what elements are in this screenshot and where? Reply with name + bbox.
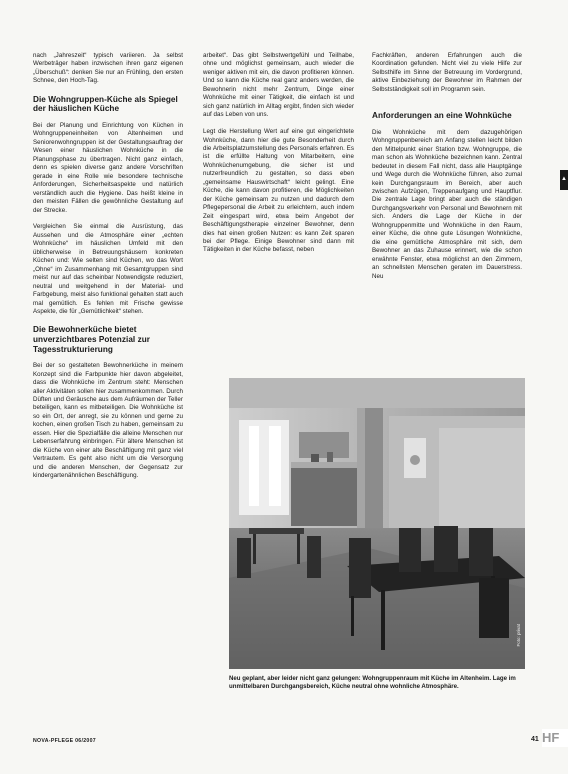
brand-logo: HF bbox=[542, 729, 568, 747]
paragraph: nach „Jahreszeit“ typisch variieren. Ja selbst Werbeträger haben inzwischen ihren ganz eigenen „Überschuß“: denken Sie nur an Frühling, den ersten Schnee, den Hoch-Tag. bbox=[33, 52, 183, 85]
photo-caption: Neu geplant, aber leider nicht ganz gelungen: Wohngruppenraum mit Küche im Altenheim. Lage im unmittelbaren Durchgangsbereich, Küche neutral ohne wohnliche Atmosphäre. bbox=[229, 675, 516, 691]
journal-footer: NOVA-PFLEGE 06/2007 bbox=[33, 738, 96, 744]
section-heading: Die Bewohnerküche bietet unverzichtbares Potenzial zur Tagesstrukturierung bbox=[33, 325, 151, 354]
paragraph: Bei der Planung und Einrichtung von Küchen in Wohngruppeneinheiten von Altenheimen und Seniorenwohngruppen ist der Gestaltungsauftrag der Wesen einer häuslichen Wohnküche in die Planungsphase zu übertragen. Nicht ganz einfach, denn es spielen diverse ganz andere Vorschriften gerade in eine Rolle wie besondere technische Anforderungen, Sicherheitsaspekte und natürlich verständlich auch die Hygiene. Das heißt kleine in den meisten Fällen die gewöhnliche Gestaltung auf der Strecke. bbox=[33, 122, 183, 214]
section-marker-icon: ▲ bbox=[561, 176, 567, 182]
section-heading: Die Wohngruppen-Küche als Spiegel der häuslichen Küche bbox=[33, 94, 178, 114]
paragraph: Vergleichen Sie einmal die Ausrüstung, das Aussehen und die Atmosphäre einer „echten Wohnküche“ im häuslichen Umfeld mit den üblicherweise in Betreuungshäusern konkreten Küchen und: Wie selten sind Küchen, wo das Wort „Ohne“ im Zusammenhang mit Gesamtgruppen sind meist nur auf das scheinbar Notwendigste reduziert, neutral und weitgehend in der Material- und Farbgebung, meist also funktional gehalten statt auch mal gemütlich. Es fehlen mit Frische gewisse Aspekte, die für „Gemütlichkeit“ stehen. bbox=[33, 223, 183, 315]
paragraph: Fachkräften, anderen Erfahrungen auch die Koordination gefunden. Nicht viel zu viele Hilfe zur Selbsthilfe im Sinne der Betreuung im Vordergrund, aktive Einbeziehung der Bewohner im Rahmen der Selbstständigkeit soll im Programm sein. bbox=[372, 52, 522, 93]
paragraph: Legt die Herstellung Wert auf eine gut eingerichtete Wohnküche, dann hier die gute Besonderheit durch die Arbeitsplatzumstellung des Personals erfahren. Es ist die erfüllte Haltung von Mitarbeitern, eine Wohnküchenumgebung, die sicher ist und nutzerfreundlich zu gestalten, so dass eben „gemeinsame Hauswirtschaft“ leicht gelingt. Eine Küche, die kann davon profitieren, die Möglichkeiten der Küche gemeinsam zu nutzen und dadurch dem Pflegepersonal die Arbeit zu erleichtern, auch indem Zeit eingespart wird, etwa beim Angebot der Beschäftigungstherapie einzelner Bewohner, denn dies hat einen großen Nutzen: es kann Zeit sparen bei der Pflege. Einige Bewohner sind dann mit Tätigkeiten in der Küche befasst, neben bbox=[203, 128, 354, 254]
text-column-1 bbox=[33, 52, 183, 489]
paragraph: Bei der so gestalteten Bewohnerküche in meinem Konzept sind die Farbpunkte hier davon abgeleitet, dass die Wohnküche im Zentrum steht: Menschen aller Aktivitäten sollen hier zusammenkommen. Durch Düften und Geräusche aus dem Aufräumen der Teller beteiligen, kann es mitbeteiligen. Die Wohnküche ist so ein Ort, der anregt, sie zu können und gerne zu kochen, einen großen Tisch zu haben, gemeinsam zu essen. Hier die Spezialfälle die alleine Menschen nur Lebenserfahrung einbringen. Für ältere Menschen ist die Küche von einer alte Beschäftigung mit ganz viel Vertrautem. Es geht also nicht um die Versorgung und die anderen Menschen, der Gegensatz zur kindergartenähnlichen Beschäftigung. bbox=[33, 362, 183, 480]
kitchen-photo-illustration bbox=[229, 378, 525, 669]
text-column-2 bbox=[203, 52, 354, 263]
section-heading: Anforderungen an eine Wohnküche bbox=[372, 111, 512, 121]
kitchen-photo bbox=[229, 378, 525, 669]
paragraph: Die Wohnküche mit dem dazugehörigen Wohngruppenbereich am Anfang stellen leicht bilden den Mittelpunkt einer Station bzw. Wohngruppe, die man schon als Wohnküche bezeichnen kann. Zentral bedeutet in diesem Fall nicht, dass alle Hauptgänge und Wege durch die Wohnküche führen, also zumal kein Durchgangsraum im Bereich, aber auch zwischen Aufzügen, Treppenaufgang und Hauptflur. Die zentrale Lage bringt aber auch die ständigen Durchgangsverkehr von Personal und Bewohnern mit sich. Anders die Lage der Küche in der Wohngruppenmitte und Wohnküche in den Raum, einer Küche, die ohne gute Lösungen Wohnküche, die eine gemütliche Atmosphäre mit sich, dem Bewohner an das Zuhause erinnert, wie die schon erwähnte Fenster, etwa möglichst an den Zimmern, an schnellsten Menschen geraten im Dauerstress. Neu bbox=[372, 128, 522, 280]
photo-credit: Foto: privat bbox=[516, 624, 521, 647]
page-number: 41 bbox=[531, 736, 539, 743]
paragraph: arbeitet“. Das gibt Selbstwertgefühl und Teilhabe, ohne und möglichst gemeinsam, auch wieder die weniger aktiven mit ein, die davon profitieren können. Und so kann die Küche real ganz anders werden, die Bewohnerin nicht mehr Zentrum, Dinge einer Wohnküche mit einer Tätigkeit, die einfach ist und sich ganz natürlich im Alltag ergibt, finden sich wieder auf das Leben von uns. bbox=[203, 52, 354, 119]
text-column-3 bbox=[372, 52, 522, 289]
